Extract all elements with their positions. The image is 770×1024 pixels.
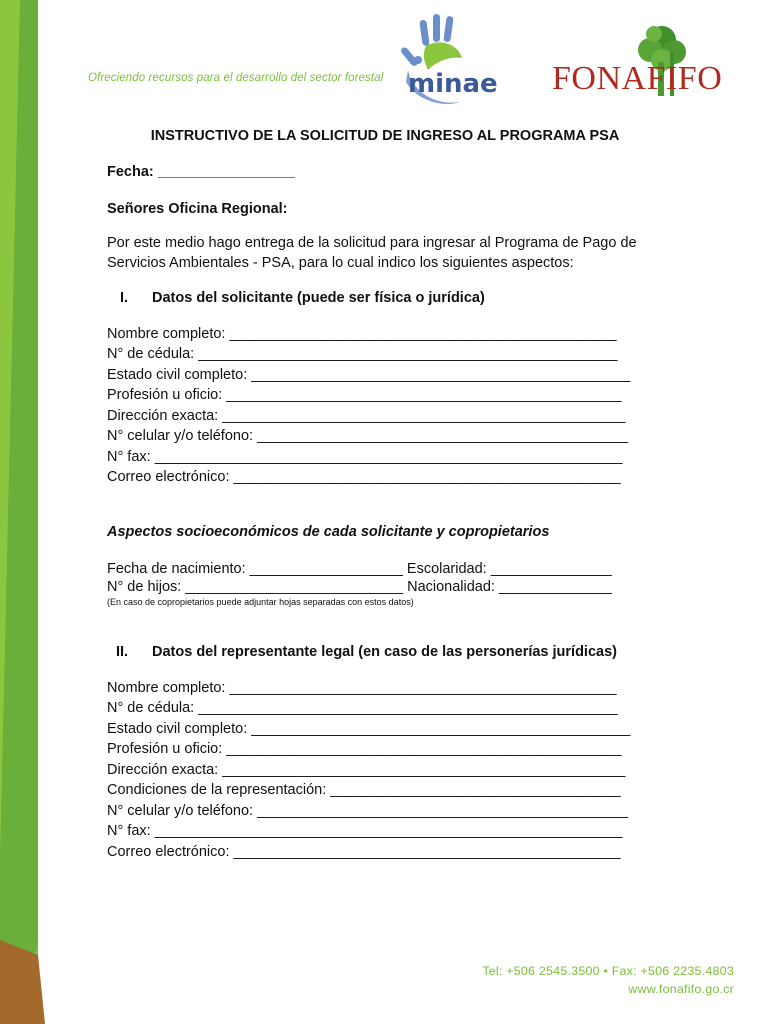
- s1-field-estado-civil: Estado civil completo: _______________________________________________: [107, 367, 631, 383]
- footer-contact: Tel: +506 2545.3500 • Fax: +506 2235.4803: [482, 964, 734, 978]
- section-1-heading: Datos del solicitante (puede ser física o jurídica): [152, 290, 485, 306]
- intro-line-1: Por este medio hago entrega de la solicitud para ingresar al Programa de Pago de: [107, 235, 637, 251]
- s2-field-profesion: Profesión u oficio: _________________________________________________: [107, 741, 622, 757]
- section-1-number: I.: [120, 290, 129, 306]
- s1-field-profesion: Profesión u oficio: _________________________________________________: [107, 387, 622, 403]
- socio-row-2: N° de hijos: ___________________________ Nacionalidad: ______________: [107, 579, 612, 595]
- salutation: Señores Oficina Regional:: [107, 201, 288, 217]
- minae-logo: [388, 10, 528, 116]
- s1-field-cedula: N° de cédula: ____________________________________________________: [107, 346, 618, 362]
- socio-row-1: Fecha de nacimiento: ___________________ Escolaridad: _______________: [107, 561, 612, 577]
- s2-field-nombre: Nombre completo: ________________________________________________: [107, 680, 617, 696]
- intro-line-2: Servicios Ambientales - PSA, para lo cual indico los siguientes aspectos:: [107, 255, 574, 271]
- footer-website: www.fonafifo.go.cr: [628, 982, 734, 996]
- s2-field-cedula: N° de cédula: ____________________________________________________: [107, 700, 618, 716]
- section-2-number: II.: [116, 644, 129, 660]
- s1-field-fax: N° fax: __________________________________________________________: [107, 449, 623, 465]
- minae-logo-text: minae: [408, 69, 498, 99]
- s2-field-representacion: Condiciones de la representación: ____________________________________: [107, 782, 621, 798]
- fecha-field: Fecha: _________________: [107, 164, 295, 180]
- s1-field-nombre: Nombre completo: ________________________________________________: [107, 326, 617, 342]
- s2-field-estado-civil: Estado civil completo: _______________________________________________: [107, 721, 631, 737]
- s1-field-direccion: Dirección exacta: __________________________________________________: [107, 408, 626, 424]
- fonafifo-wordmark: FONAFIFO: [552, 60, 723, 97]
- s2-field-fax: N° fax: __________________________________________________________: [107, 823, 623, 839]
- document-title-text: INSTRUCTIVO DE LA SOLICITUD DE INGRESO AL PROGRAMA PSA: [150, 128, 620, 144]
- socio-heading: Aspectos socioeconómicos de cada solicitante y copropietarios: [107, 524, 550, 540]
- document-title: [0, 128, 770, 144]
- socio-note: (En caso de copropietarios puede adjuntar hojas separadas con estos datos): [107, 597, 414, 607]
- section-2-heading: Datos del representante legal (en caso de las personerías jurídicas): [152, 644, 617, 660]
- s1-field-correo: Correo electrónico: ________________________________________________: [107, 469, 621, 485]
- left-decorative-strip: [0, 0, 60, 1024]
- s2-field-telefono: N° celular y/o teléfono: ______________________________________________: [107, 803, 629, 819]
- s2-field-direccion: Dirección exacta: __________________________________________________: [107, 762, 626, 778]
- header-slogan: Ofreciendo recursos para el desarrollo del sector forestal: [88, 72, 384, 84]
- s1-field-telefono: N° celular y/o teléfono: ______________________________________________: [107, 428, 629, 444]
- s2-field-correo: Correo electrónico: ________________________________________________: [107, 844, 621, 860]
